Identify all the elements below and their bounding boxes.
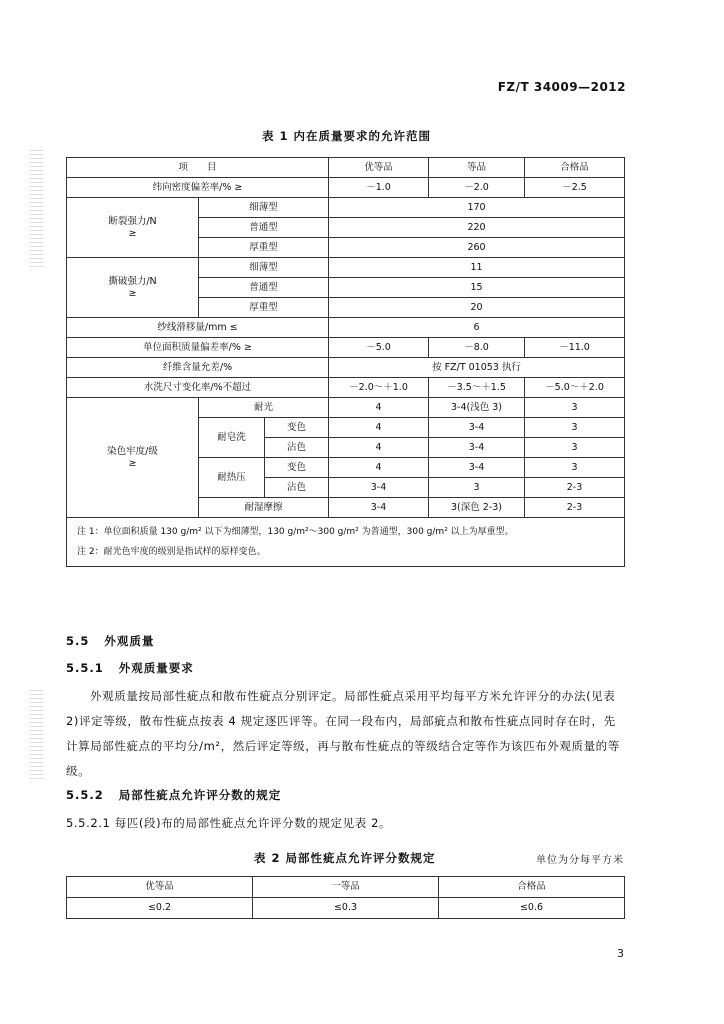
cell: －5.0～＋2.0 — [525, 378, 625, 398]
note-1: 注 1：单位面积质量 130 g/m² 以下为细薄型，130 g/m²～300 g/m² 为普通型，300 g/m² 以上为厚重型。 — [77, 527, 514, 537]
cell: 170 — [329, 198, 625, 218]
section-number: 5.5.1 — [66, 661, 104, 675]
paragraph-text: 外观质量按局部性疵点和散布性疵点分别评定。局部性疵点采用平均每平方米允许评分的办法(见表 2)评定等级，散布性疵点按表 4 规定逐匹评等。在同一段布内，局部疵点和散布性疵点同时存在时，先计算局部性疵点的平均分/m²，然后评定等级，再与散布性疵点的等级结合定等作为该匹布外观质量的等级。 — [66, 689, 620, 778]
sub-label: 普通型 — [199, 218, 329, 238]
cell: 4 — [329, 398, 429, 418]
cell: －3.5～＋1.5 — [429, 378, 525, 398]
sub-sub-label: 变色 — [265, 418, 329, 438]
quality-table — [66, 157, 625, 567]
cell: 3-4(浅色 3) — [429, 398, 525, 418]
row-label — [67, 398, 199, 518]
cell: 3(深色 2-3) — [429, 498, 525, 518]
cell: 6 — [329, 318, 625, 338]
appearance-paragraph — [66, 684, 626, 784]
sub-sub-label: 变色 — [265, 458, 329, 478]
cell: －2.0 — [429, 178, 525, 198]
table-row — [67, 258, 625, 278]
sub-sub-label: 沾色 — [265, 438, 329, 458]
section-5-5-1-heading — [66, 660, 194, 676]
sub-label: 厚重型 — [199, 298, 329, 318]
label-line: 染色牢度/级 — [107, 446, 158, 458]
cell: 3-4 — [429, 438, 525, 458]
label-line: ≥ — [128, 287, 137, 299]
cell: －11.0 — [525, 338, 625, 358]
scan-artifact — [30, 690, 44, 780]
col-header: 一等品 — [253, 877, 439, 898]
defect-score-table — [66, 876, 625, 919]
sub-sub-label: 沾色 — [265, 478, 329, 498]
cell: ≤0.6 — [439, 898, 625, 919]
row-label: 纬向密度偏差率/% ≥ — [67, 178, 329, 198]
sub-label: 细薄型 — [199, 198, 329, 218]
cell: 11 — [329, 258, 625, 278]
row-label — [67, 198, 199, 258]
cell: 3 — [525, 458, 625, 478]
section-title: 外观质量 — [104, 634, 155, 648]
cell: 按 FZ/T 01053 执行 — [329, 358, 625, 378]
table-row — [67, 198, 625, 218]
sub-label: 耐皂洗 — [199, 418, 265, 458]
table-notes — [67, 518, 625, 567]
cell: 3 — [525, 418, 625, 438]
cell: 2-3 — [525, 498, 625, 518]
cell: 3 — [525, 398, 625, 418]
table-row — [67, 877, 625, 898]
section-5-5-2-heading — [66, 787, 281, 803]
label-line: 断裂强力/N — [108, 216, 157, 228]
table-row — [67, 158, 625, 178]
sub-label: 厚重型 — [199, 238, 329, 258]
table-row — [67, 898, 625, 919]
sub-label: 耐湿摩擦 — [199, 498, 329, 518]
note-2: 注 2：耐光色牢度的级别是指试样的原样变色。 — [77, 547, 266, 557]
sub-label: 耐光 — [199, 398, 329, 418]
cell: 4 — [329, 418, 429, 438]
cell: 4 — [329, 458, 429, 478]
table-row — [67, 518, 625, 567]
col-header: 合格品 — [439, 877, 625, 898]
cell: －2.5 — [525, 178, 625, 198]
table-row — [67, 358, 625, 378]
page-number: 3 — [617, 947, 624, 960]
cell: 3-4 — [329, 498, 429, 518]
cell: 4 — [329, 438, 429, 458]
table-row — [67, 338, 625, 358]
table-row — [67, 378, 625, 398]
cell: 2-3 — [525, 478, 625, 498]
scan-artifact — [30, 150, 44, 270]
col-header: 优等品 — [67, 877, 253, 898]
col-header-premium: 优等品 — [329, 158, 429, 178]
row-label: 纤维含量允差/% — [67, 358, 329, 378]
col-header-qualified: 合格品 — [525, 158, 625, 178]
section-number: 5.5.2 — [66, 788, 104, 802]
table-row — [67, 398, 625, 418]
cell: ≤0.2 — [67, 898, 253, 919]
table-row — [67, 318, 625, 338]
cell: 3 — [525, 438, 625, 458]
label-line: 撕破强力/N — [108, 276, 157, 288]
standard-number: FZ/T 34009—2012 — [497, 80, 626, 94]
cell: 220 — [329, 218, 625, 238]
cell: 260 — [329, 238, 625, 258]
cell: 3-4 — [429, 458, 525, 478]
section-title: 局部性疵点允许评分数的规定 — [118, 788, 282, 802]
table2-unit: 单位为分每平方米 — [536, 855, 624, 866]
cell: ≤0.3 — [253, 898, 439, 919]
clause-5-5-2-1: 5.5.2.1 每匹(段)布的局部性疵点允许评分数的规定见表 2。 — [66, 816, 392, 830]
cell: －2.0～＋1.0 — [329, 378, 429, 398]
col-header-first: 等品 — [429, 158, 525, 178]
cell: －5.0 — [329, 338, 429, 358]
section-title: 外观质量要求 — [118, 661, 194, 675]
label-line: ≥ — [128, 457, 137, 469]
cell: 3-4 — [429, 418, 525, 438]
cell: 3 — [429, 478, 525, 498]
cell: －1.0 — [329, 178, 429, 198]
section-number: 5.5 — [66, 634, 90, 648]
label-line: ≥ — [128, 227, 137, 239]
row-label: 水洗尺寸变化率/%不超过 — [67, 378, 329, 398]
cell: －8.0 — [429, 338, 525, 358]
cell: 20 — [329, 298, 625, 318]
table1-caption: 表 1 内在质量要求的允许范围 — [262, 129, 432, 143]
col-header-item: 项 目 — [67, 158, 329, 178]
sub-label: 耐热压 — [199, 458, 265, 498]
cell: 3-4 — [329, 478, 429, 498]
cell: 15 — [329, 278, 625, 298]
sub-label: 细薄型 — [199, 258, 329, 278]
row-label: 纱线滑移量/mm ≤ — [67, 318, 329, 338]
table-row — [67, 178, 625, 198]
row-label — [67, 258, 199, 318]
sub-label: 普通型 — [199, 278, 329, 298]
section-5-5-heading — [66, 633, 154, 649]
table2-caption: 表 2 局部性疵点允许评分数规定 — [254, 851, 436, 865]
row-label: 单位面积质量偏差率/% ≥ — [67, 338, 329, 358]
